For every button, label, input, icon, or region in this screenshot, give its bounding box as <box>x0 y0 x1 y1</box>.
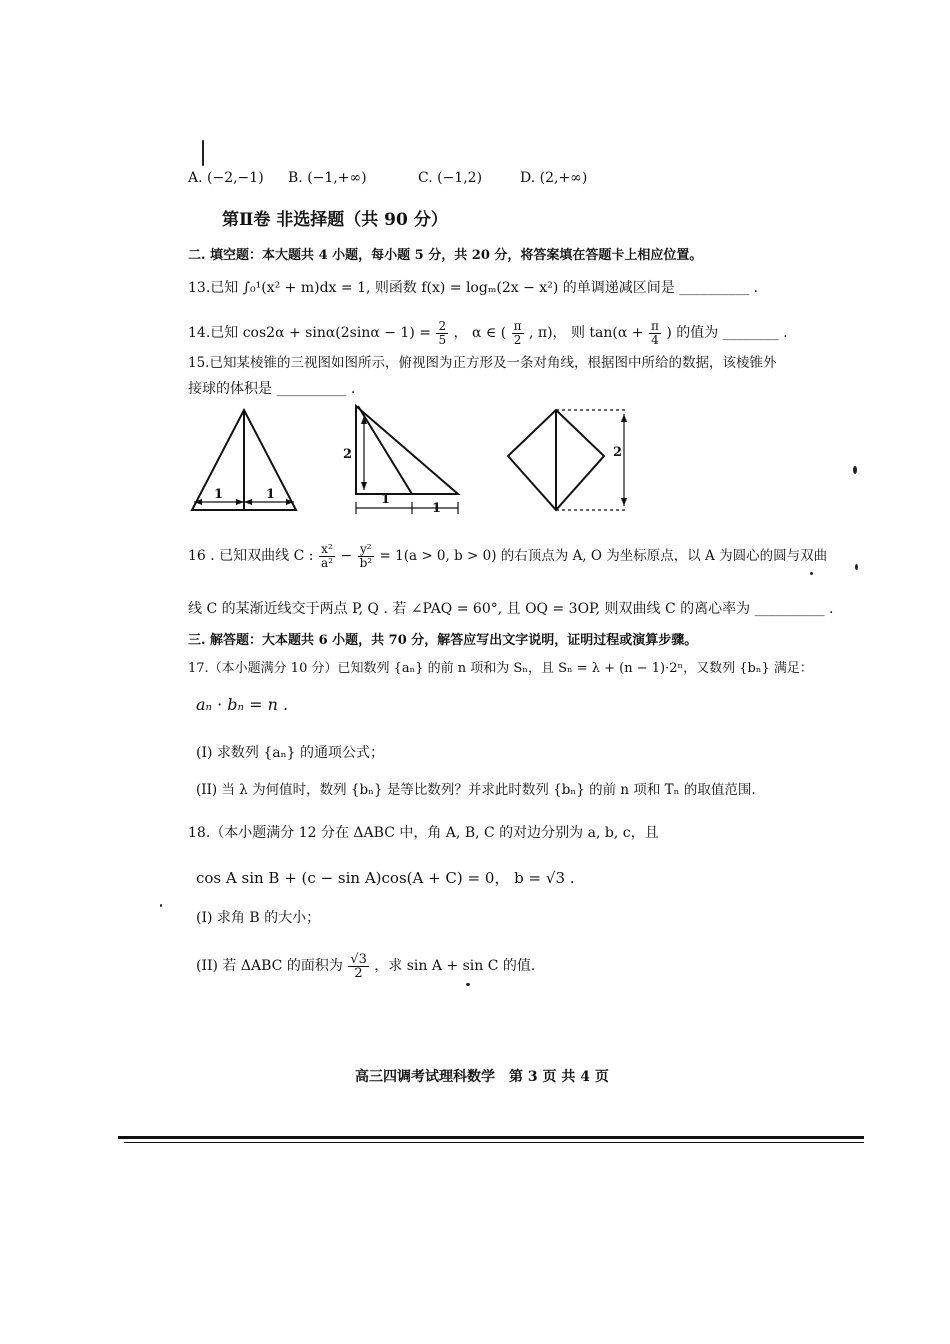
frac-num: 2 <box>438 318 447 333</box>
question-15-line2 <box>188 380 355 398</box>
frac-den: b² <box>359 555 373 570</box>
side-view-label-two: 2 <box>343 447 353 462</box>
scan-mark <box>853 466 857 474</box>
front-view-label-one: 1 <box>266 487 276 502</box>
q13-period: . <box>753 280 759 296</box>
fraction-pi-4 <box>649 320 661 347</box>
question-16-line2 <box>188 600 834 618</box>
three-views-figure <box>180 402 640 522</box>
question-17-line2: aₙ · bₙ = n . <box>196 695 289 714</box>
q14-answer-blank: ________ <box>722 325 779 341</box>
question-14 <box>188 316 788 350</box>
question-13 <box>188 279 758 297</box>
option-d: D. (2,+∞) <box>520 170 588 186</box>
question-18-line1: 18.（本小题满分 12 分在 ΔABC 中，角 A, B, C 的对边分别为 a, b, c，且 <box>188 825 659 841</box>
frac-num: y² <box>358 543 375 557</box>
solve-header: 三. 解答题：大本题共 6 小题，共 70 分，解答应写出文字说明，证明过程或演算步骤。 <box>188 633 698 648</box>
frac-num: x² <box>319 543 335 557</box>
bottom-rule-thin <box>124 1142 864 1143</box>
frac-num: π <box>650 318 659 333</box>
q13-prefix: 13.已知 <box>188 280 239 296</box>
fraction-sqrt3-2 <box>348 953 369 980</box>
scan-mark <box>855 564 858 570</box>
top-view-label-two: 2 <box>613 445 623 460</box>
q14-mid: ， α ∈ ( <box>453 325 507 341</box>
q18-part2-prefix: (II) 若 ΔABC 的面积为 <box>196 958 343 974</box>
front-view-label-one: 1 <box>214 487 224 502</box>
option-a: A. (−2,−1) <box>188 170 264 186</box>
dim-arrow <box>621 414 627 422</box>
bottom-rule <box>118 1136 864 1139</box>
fraction-pi-2 <box>512 320 524 347</box>
option-b: B. (−1,+∞) <box>288 170 367 186</box>
frac-den: 4 <box>651 332 659 347</box>
frac-den: 2 <box>513 332 522 347</box>
q14-prefix: 14.已知 cos2α + sinα(2sinα − 1) = <box>188 325 431 341</box>
fraction-x2-a2 <box>319 543 335 570</box>
fraction-y2-b2 <box>358 543 375 570</box>
question-17-part1: (I) 求数列 {aₙ} 的通项公式； <box>196 745 385 761</box>
q14-mid2: , π)， 则 tan(α + <box>528 325 644 341</box>
question-18-line2: cos A sin B + (c − sin A)cos(A + C) = 0， b = √3 . <box>196 869 575 887</box>
question-16-line1 <box>188 536 827 576</box>
frac-num: √3 <box>350 951 367 967</box>
q13-answer-blank: __________ <box>679 280 750 296</box>
scan-mark <box>202 140 204 166</box>
dim-arrow <box>361 482 367 490</box>
q13-integral: ∫₀¹(x² + m)dx = 1, <box>242 280 371 296</box>
question-18-part1: (I) 求角 B 的大小； <box>196 910 321 926</box>
q16-minus: − <box>340 548 353 564</box>
scan-mark <box>160 904 162 907</box>
q16-text-2: 线 C 的某渐近线交于两点 P, Q . 若 ∠PAQ = 60°, 且 OQ = 3OP, 则双曲线 C 的离心率为 <box>188 601 751 617</box>
option-c: C. (−1,2) <box>418 170 483 186</box>
q13-text: 则函数 f(x) = logₘ(2x − x²) 的单调递减区间是 <box>374 280 675 296</box>
frac-den: 2 <box>354 965 363 981</box>
question-17-line1: 17.（本小题满分 10 分）已知数列 {aₙ} 的前 n 项和为 Sₙ，且 Sₙ = λ + (n − 1)·2ⁿ，又数列 {bₙ} 满足： <box>188 661 813 676</box>
q14-period: . <box>783 325 788 341</box>
frac-num: π <box>513 318 522 333</box>
page-footer: 高三四调考试理科数学 第 3 页 共 4 页 <box>355 1069 609 1085</box>
question-15-line1: 15.已知某棱锥的三视图如图所示，俯视图为正方形及一条对角线，根据图中所给的数据，该棱锥外 <box>188 355 777 371</box>
q15-period: . <box>350 381 356 397</box>
fraction-2-5 <box>436 320 448 347</box>
frac-den: a² <box>320 555 333 570</box>
q16-prefix: 16 . 已知双曲线 C : <box>188 548 314 564</box>
q16-answer-blank: __________ <box>754 601 825 617</box>
section-title: 第Ⅱ卷 非选择题（共 90 分） <box>222 210 448 230</box>
frac-den: 5 <box>438 332 447 347</box>
q15-answer-blank: __________ <box>276 381 347 397</box>
side-view-label-one: 1 <box>381 492 391 507</box>
q16-period: . <box>829 601 834 617</box>
question-17-part2: (II) 当 λ 为何值时，数列 {bₙ} 是等比数列？并求此时数列 {bₙ} 的前 n 项和 Tₙ 的取值范围. <box>196 782 756 798</box>
q18-part2-text: ，求 sin A + sin C 的值. <box>374 958 536 974</box>
q16-text: = 1(a > 0, b > 0) 的右顶点为 A, O 为坐标原点，以 A 为圆心的圆与双曲 <box>379 548 828 564</box>
dim-arrow <box>244 499 252 505</box>
side-view-label-one: 1 <box>432 501 442 516</box>
question-18-part2 <box>196 946 535 986</box>
q15-text: 接球的体积是 <box>188 381 272 397</box>
dim-arrow <box>236 499 244 505</box>
dim-arrow <box>621 498 627 506</box>
fill-in-header: 二. 填空题：本大题共 4 小题，每小题 5 分，共 20 分，将答案填在答题卡上相应位置。 <box>188 248 703 263</box>
side-view-edge <box>358 406 412 494</box>
q14-text: ) 的值为 <box>666 325 719 341</box>
side-view <box>356 406 458 494</box>
